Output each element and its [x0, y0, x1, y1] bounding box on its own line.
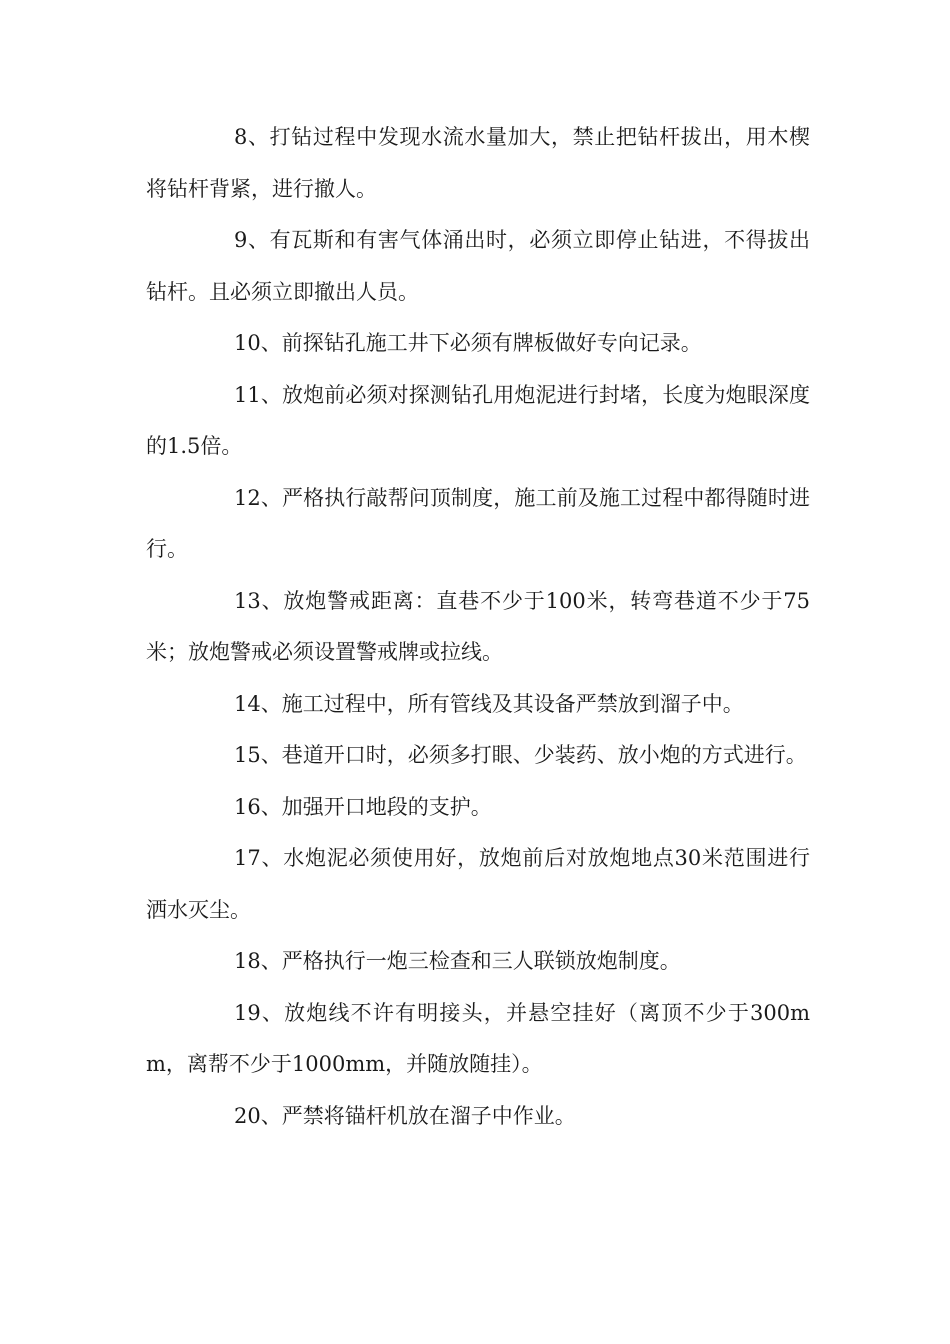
paragraph-item-11: 11、放炮前必须对探测钻孔用炮泥进行封堵，长度为炮眼深度的1.5倍。	[146, 382, 810, 458]
paragraph-item-8: 8、打钻过程中发现水流水量加大，禁止把钻杆拔出，用木楔将钻杆背紧，进行撤人。	[146, 125, 810, 201]
paragraph-item-9: 9、有瓦斯和有害气体涌出时，必须立即停止钻进，不得拔出钻杆。且必须立即撤出人员。	[146, 228, 810, 304]
paragraph-item-10: 10、前探钻孔施工井下必须有牌板做好专向记录。	[234, 331, 702, 355]
paragraph-item-18: 18、严格执行一炮三检查和三人联锁放炮制度。	[234, 949, 681, 973]
paragraph-item-19: 19、放炮线不许有明接头，并悬空挂好（离顶不少于300mm，离帮不少于1000mm，并随放随挂）。	[146, 1000, 810, 1076]
paragraph-item-15: 15、巷道开口时，必须多打眼、少装药、放小炮的方式进行。	[234, 743, 807, 767]
paragraph-item-14: 14、施工过程中，所有管线及其设备严禁放到溜子中。	[234, 691, 744, 716]
document-body	[146, 112, 810, 1142]
paragraph-item-20: 20、严禁将锚杆机放在溜子中作业。	[234, 1103, 576, 1128]
paragraph-item-16: 16、加强开口地段的支护。	[234, 794, 492, 819]
paragraph-item-13: 13、放炮警戒距离：直巷不少于100米，转弯巷道不少于75米；放炮警戒必须设置警戒牌或拉线。	[146, 588, 810, 664]
paragraph-item-17: 17、水炮泥必须使用好，放炮前后对放炮地点30米范围进行洒水灭尘。	[146, 846, 810, 922]
paragraph-item-12: 12、严格执行敲帮问顶制度，施工前及施工过程中都得随时进行。	[146, 485, 810, 561]
